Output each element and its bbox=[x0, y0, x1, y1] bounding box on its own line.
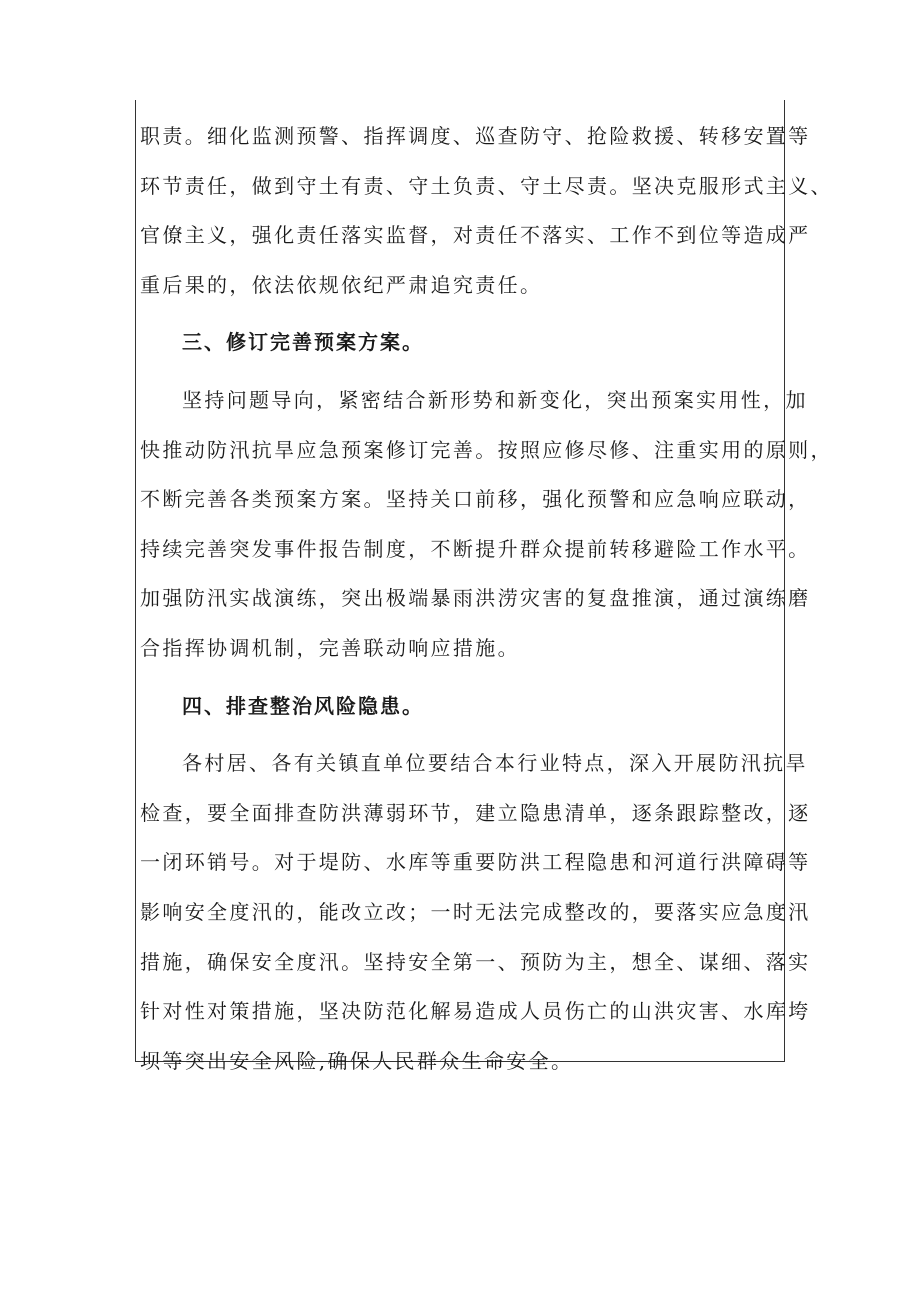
text-line: 坚持问题导向，紧密结合新形势和新变化，突出预案实用性，加 bbox=[182, 387, 808, 412]
text-line: 快推动防汛抗旱应急预案修订完善。按照应修尽修、注重实用的原则， bbox=[140, 437, 833, 462]
text-line: 合指挥协调机制，完善联动响应措施。 bbox=[140, 635, 520, 660]
text-line: 环节责任，做到守土有责、守土负责、守土尽责。坚决克服形式主义、 bbox=[140, 173, 833, 198]
paragraph-responsibility bbox=[140, 112, 833, 310]
text-line: 检查，要全面排查防洪薄弱环节，建立隐患清单，逐条跟踪整改，逐 bbox=[140, 800, 811, 825]
text-line: 措施，确保安全度汛。坚持安全第一、预防为主，想全、谋细、落实 bbox=[140, 949, 811, 974]
paragraph-section-4 bbox=[140, 739, 811, 1086]
text-line: 不断完善各类预案方案。坚持关口前移，强化预警和应急响应联动， bbox=[140, 487, 811, 512]
document-body bbox=[140, 112, 833, 1086]
text-line: 职责。细化监测预警、指挥调度、巡查防守、抢险救援、转移安置等 bbox=[140, 124, 811, 148]
text-line: 影响安全度汛的，能改立改；一时无法完成整改的，要落实应急度汛 bbox=[140, 899, 811, 924]
text-line: 针对性对策措施，坚决防范化解易造成人员伤亡的山洪灾害、水库垮 bbox=[140, 999, 811, 1024]
section-heading-3: 三、修订完善预案方案。 bbox=[182, 330, 424, 355]
text-line: 重后果的，依法依规依纪严肃追究责任。 bbox=[140, 272, 543, 297]
text-line: 一闭环销号。对于堤防、水库等重要防洪工程隐患和河道行洪障碍等 bbox=[140, 850, 811, 875]
paragraph-section-3 bbox=[140, 376, 833, 674]
text-line: 持续完善突发事件报告制度，不断提升群众提前转移避险工作水平。 bbox=[140, 536, 811, 561]
text-line: 加强防汛实战演练，突出极端暴雨洪涝灾害的复盘推演，通过演练磨 bbox=[140, 586, 811, 611]
text-line: 坝等突出安全风险,确保人民群众生命安全。 bbox=[140, 1048, 574, 1073]
section-heading-4: 四、排查整治风险隐患。 bbox=[182, 693, 424, 718]
text-line: 官僚主义，强化责任落实监督，对责任不落实、工作不到位等造成严 bbox=[140, 223, 811, 248]
text-line: 各村居、各有关镇直单位要结合本行业特点，深入开展防汛抗旱 bbox=[182, 751, 808, 776]
